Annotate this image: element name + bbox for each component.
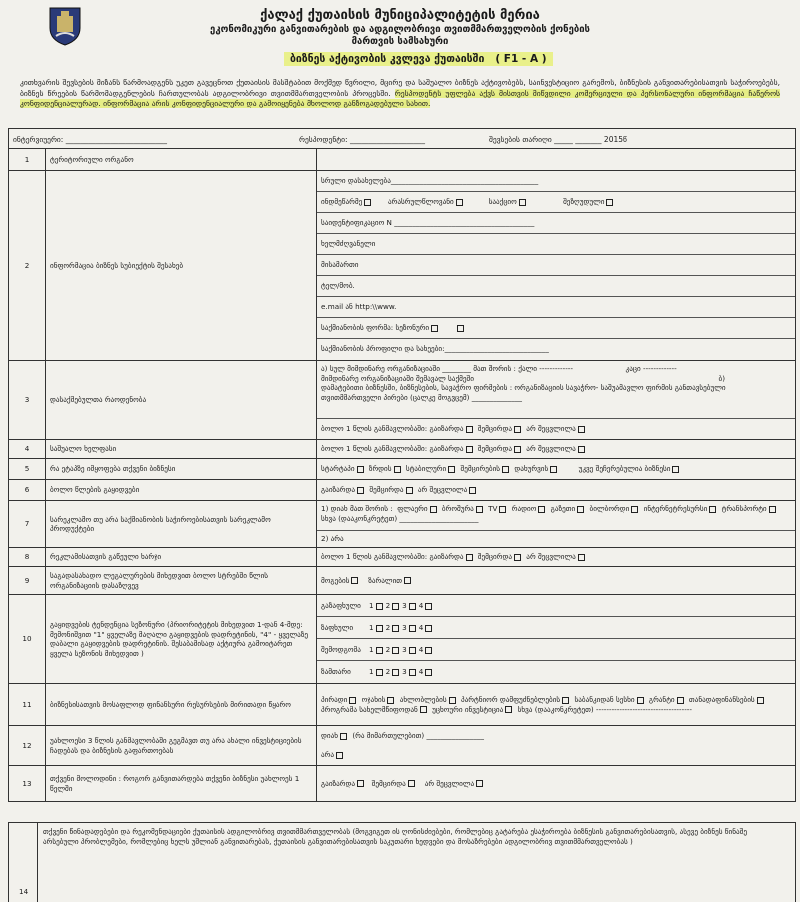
legal-form-options[interactable]: ინდმეწარმე არასრულწლოვანი სააქციო შეზღუდული [317, 192, 795, 213]
table-row: 1 ტერიტორიული ორგანო [9, 149, 796, 171]
manager-field[interactable]: ხელმძღვანელი [317, 234, 795, 255]
table-row: 13 თქვენი მოლოდინი : როგორ განვითარდება თქვენი ბიზნესი უახლოეს 1 წელში გაიზარდა შემცირდა არ შეცვლილა [9, 766, 796, 802]
table-row: 2 ინფორმაცია ბიზნეს სუბიექტის შესახებ სრული დასახელება_________________________________________ ინდმეწარმე არასრულწლოვანი სააქციო შეზღუდული საიდენტიფიკაციო N _______________________________________ ხელმძღვანელი მისამართი ტელ/მობ. e.mail ან http:\\www. საქმიანობის ფორმა: სეზონური საქმიანობის პროფილი და სახეები:_____________________________ [9, 171, 796, 361]
table-row: 10 გაყიდვების ტენდენცია სეზონური (პრიორიტეტის მიხედვით 1-დან 4-მდე: მემონიშვით "1" ყველაზე მაღალი გაყიდვების დადრეტინის, "4" - ყველაზე დაბალი გაყიდვების დადრეტინის. შესაბამისად აქტიურა გამოიტარეთ ყველა სეზონის მიხედვით ) გაზაფხული 1 2 3 4 ზაფხული 1 2 3 4 შემოდგომა 1 2 3 4 ზამთარი 1 2 3 4 [9, 595, 796, 684]
table-row: 14 თქვენი წინადადებები და რეკომენდაციები ქუთაისის ადგილობრივ თვითმმართველობას (მოგვიგეთ ის ღონისძიებები, რომლებიც გატარება ესაჭიროება ბიზნესის განვითარებისათვის, ასევე ბიზნეს წინაშე არსებული პრობლემები, რომლებიც ხელს უშლიან განვითარებას, ქუთაისის განვითარებისათვის საკუთარი ხედვები და მოსაზრებები ადგილობრივ თვითმმართველობას ) [8, 822, 796, 902]
form-title: ბიზნეს აქტივობის კვლევა ქუთაისში ( F1 - A ) [284, 52, 553, 66]
table-row: 11 ბიზნესისათვის მოსაფლოდ ფინანსური რესურსების მირითადი წყარო პირადი ოჯახის ახლობლების პარტნიორ დამფუძნებლების საბანკიდან სესხი გრანტი თანადაფინანსების პროგრამა სახელმწიფოდან უცხოური ინვესტიცია სხვა (დააკონკრეტეთ) ------------------------------------- [9, 684, 796, 726]
table-row: 4 საშუალო ხელფასი ბოლო 1 წლის განმავლობაში: გაიზარდა შემცირდა არ შეცვლილა [9, 440, 796, 459]
table-row: 9 საგადასახადო ლეგალურების მიხედვით ბოლო სტრებში წლის ორგანიზაციის დასაზღვევ მოგების ზარალით [9, 567, 796, 595]
activity-form-options[interactable]: საქმიანობის ფორმა: სეზონური [317, 318, 795, 339]
table-row: 5 რა ეტაპზე იმყოფება თქვენი ბიზნესი სტარტაპი ზრდის სტაბილური შემცირების დახურვის უკვე შეჩერებულია ბიზნესი [9, 459, 796, 480]
department-name: ეკონომიკური განვითარების და ადგილობრივი თვითმმართველობის ქონების [210, 24, 590, 35]
table-row: 7 სარეკლამო თუ არა საქმიანობის საჭიროებისათვის სარეკლამო პროდუქტები 1) დიახ მათ შორის : ფლაერი ბროშურა TV რადიო გაზეთი ბილბორდი ინტერნეტრესურსი ტრანსპორტი სხვა (დააკონკრეტეთ) ______________________ 2) არა [9, 501, 796, 548]
table-row: 6 ბოლო წლების გაყიდვები გაიზარდა შემცირდა არ შეცვლილა [9, 480, 796, 501]
table-row: 12 უახლოესი 3 წლის განმავლობაში გეგმავთ თუ არა ახალი ინვესტიციების ჩადებას და ბიზნესის გაფართოებას დიახ (რა მიმართულებით) ________________ არა [9, 726, 796, 766]
identification-row: ინტერვიუერი: ___________________________ რესპოდენტი: ____________________ შევსების თარიღი _____ _______ 2015წ [8, 128, 796, 148]
id-code-field[interactable]: საიდენტიფიკაციო N _______________________________________ [317, 213, 795, 234]
registration-field[interactable]: საქმიანობის პროფილი და სახეები:_____________________________ [321, 344, 549, 353]
table-row: 3 დასაქმებულთა რაოდენობა ა) სულ მიმდინარე ორგანიზაციაში ________ მათ შორის : ქალი ------------- კაცი ------------- მიმდინარე ორგანიზაციაში შემავალ საქმეში ბ) დამატებითი ბიზნესში, ბიზნესების, სავაჭრო ფირმების : ორგანიზაციის სავაჭრო- საშუამავლო ფირმის განთავსებული თვითმმართველი პირები (ცალკე მოგვცემ) ______________ ბოლო 1 წლის განმავლობაში: გაიზარდა შემცირდა არ შეცვლილა [9, 361, 796, 440]
service-name: მართვის სამსახური [351, 36, 449, 47]
page-title: ქალაქ ქუთაისის მუნიციპალიტეტის მერია [260, 8, 540, 23]
questionnaire-table [8, 148, 796, 802]
table-row: 8 რეკლამისათვის გაწეული ხარჯი ბოლო 1 წლის განმავლობაში: გაიზარდა შემცირდა არ შეცვლილა [9, 548, 796, 567]
employees-field[interactable]: ა) სულ მიმდინარე ორგანიზაციაში ________ მათ შორის : ქალი ------------- კაცი ------------- მიმდინარე ორგანიზაციაში შემავალ საქმეში ბ) დამატებითი ბიზნესში, ბიზნესების, სავაჭრო ფირმების : ორგანიზაციის სავაჭრო- საშუამავლო ფირმის განთავსებული თვითმმართველი პირები (ცალკე მოგვცემ) ______________ [317, 361, 795, 419]
intro-text: კითხვარის შევსების მიზანს წარმოადგენს უკეთ გავეცნოთ ქუთაისის მასშტაბით მოქმედ წვრილი, მცირე და საშუალო ბიზნეს აქტივობებს, საინვესტიციო გარემოს, ბიზნესის განვითარებისათვის საჭიროებებს, ბიზნეს წრეების წარმომადგენლების ჩართულობას ადგილობრივი თვითმმართველობის პროცესში. რესპოდენტს უფლება აქვს მისთვის მიწვდილი კომერციული და პერსონალური ინფორმაცია ჩაწეროს კონფიდენციალურად. ინფორმაცია არის კონფიდენციალური და გამოიყენება მხოლოდ განზოგადებული სახით. [20, 78, 781, 109]
address-field[interactable]: მისამართი [317, 255, 795, 276]
email-field[interactable]: e.mail ან http:\\www. [317, 297, 795, 318]
full-name-field[interactable]: სრული დასახელება_________________________________________ [317, 171, 795, 192]
phone-field[interactable]: ტელ/მობ. [317, 276, 795, 297]
